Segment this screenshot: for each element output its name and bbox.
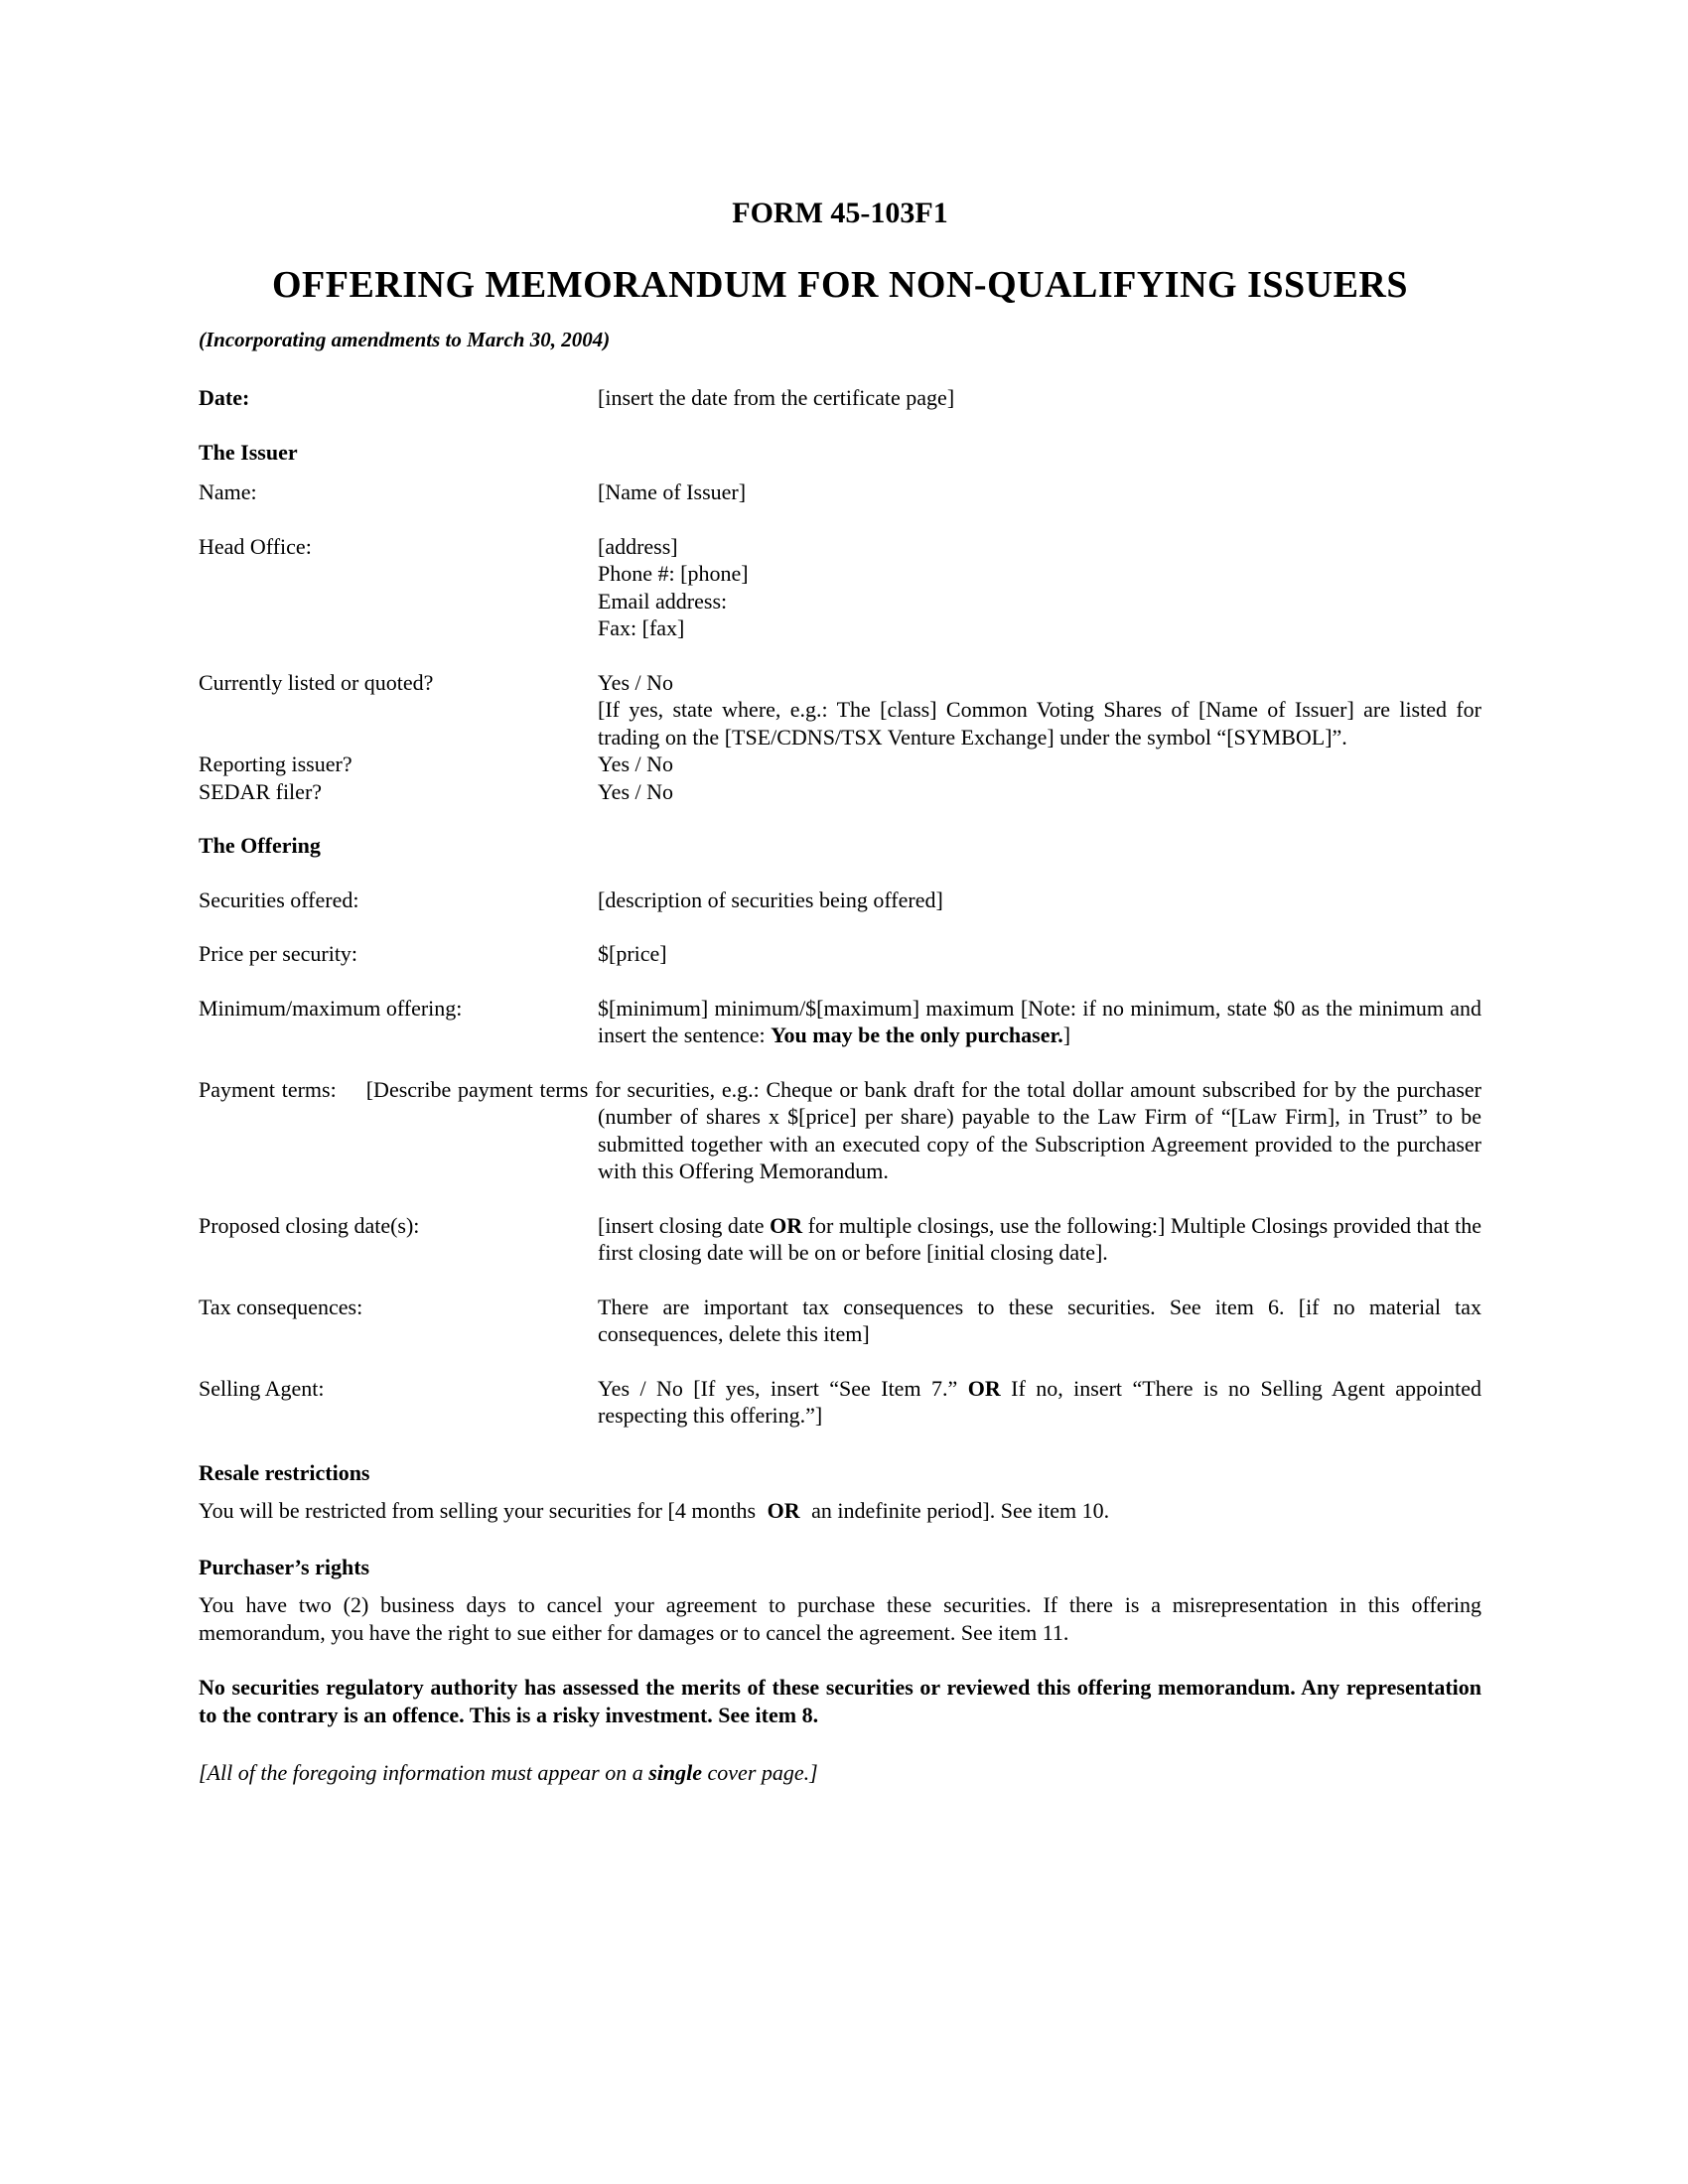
field-value-min-max-offering bbox=[598, 995, 1481, 1049]
footnote-cover-page bbox=[199, 1759, 1481, 1787]
field-value-name: [Name of Issuer] bbox=[598, 479, 747, 504]
page-title: OFFERING MEMORANDUM FOR NON-QUALIFYING ISSUERS bbox=[271, 264, 1409, 306]
paragraph-purchasers-rights: You have two (2) business days to cancel your agreement to purchase these securities. If there is a misrepresentation in this offering memorandum, you have the right to sue either for damages or to cancel the agreement. See item 11. bbox=[199, 1592, 1481, 1645]
head-office-email-line: Email address: bbox=[598, 588, 728, 614]
agent-text-start: Yes / No [If yes, insert “See Item 7.” bbox=[598, 1375, 968, 1401]
field-row-min-max-offering bbox=[199, 995, 1481, 1049]
field-row-listed bbox=[199, 669, 1481, 751]
amendments-note: (Incorporating amendments to March 30, 2004) bbox=[199, 328, 611, 351]
field-value-price-per-security: $[price] bbox=[598, 941, 667, 966]
listed-yes-no: Yes / No bbox=[598, 669, 674, 695]
paragraph-resale-restrictions bbox=[199, 1497, 1481, 1525]
field-row-name bbox=[199, 478, 1481, 506]
field-value-head-office bbox=[598, 533, 1481, 642]
field-label-head-office: Head Office: bbox=[199, 533, 312, 559]
emphasis-or: OR bbox=[767, 1498, 800, 1523]
field-row-sedar-filer bbox=[199, 778, 1481, 806]
emphasis-or: OR bbox=[770, 1212, 803, 1238]
listed-note: [If yes, state where, e.g.: The [class] Common Voting Shares of [Name of Issuer] are listed for trading on the [TSE/CDNS/TSX Venture Exchange] under the symbol “[SYMBOL]”. bbox=[598, 697, 1481, 750]
field-value-tax-consequences: There are important tax consequences to these securities. See item 6. [if no material tax consequences, delete this item] bbox=[598, 1294, 1481, 1346]
form-number: FORM 45-103F1 bbox=[732, 197, 948, 229]
field-value-proposed-closing bbox=[598, 1212, 1481, 1267]
field-label-listed: Currently listed or quoted? bbox=[199, 669, 434, 695]
field-row-selling-agent bbox=[199, 1375, 1481, 1430]
section-heading-resale-restrictions: Resale restrictions bbox=[199, 1459, 370, 1485]
field-label-proposed-closing: Proposed closing date(s): bbox=[199, 1212, 420, 1238]
field-label-date: Date: bbox=[199, 385, 250, 410]
closing-text-start: [insert closing date bbox=[598, 1212, 771, 1238]
field-row-head-office bbox=[199, 533, 1481, 642]
field-label-selling-agent: Selling Agent: bbox=[199, 1375, 325, 1401]
field-label-payment-terms: Payment terms: bbox=[199, 1076, 337, 1102]
field-value-reporting-issuer: Yes / No bbox=[598, 751, 674, 776]
field-label-price-per-security: Price per security: bbox=[199, 941, 358, 966]
paragraph-regulatory-warning: No securities regulatory authority has assessed the merits of these securities or reviewed this offering memorandum. Any representation to the contrary is an offence. This is a risky investment. See item 8. bbox=[199, 1675, 1481, 1727]
head-office-fax-line: Fax: [fax] bbox=[598, 615, 685, 640]
section-heading-purchasers-rights: Purchaser’s rights bbox=[199, 1554, 370, 1579]
footnote-text-end: cover page.] bbox=[702, 1760, 818, 1785]
head-office-address-line: [address] bbox=[598, 533, 678, 559]
field-label-sedar-filer: SEDAR filer? bbox=[199, 778, 323, 804]
section-heading-issuer: The Issuer bbox=[199, 439, 298, 465]
min-max-bold-sentence: You may be the only purchaser. bbox=[771, 1023, 1063, 1047]
document-content bbox=[199, 199, 1481, 1787]
field-value-sedar-filer: Yes / No bbox=[598, 778, 674, 804]
field-label-securities-offered: Securities offered: bbox=[199, 887, 359, 912]
agent-text-end: If no, insert “There is no Selling Agent appointed respecting this offering.”] bbox=[598, 1375, 1481, 1428]
field-row-price-per-security bbox=[199, 940, 1481, 968]
min-max-text: $[minimum] minimum/$[maximum] maximum [Note: if no minimum, state $0 as the minimum and insert the sentence: bbox=[598, 995, 1481, 1047]
field-label-tax-consequences: Tax consequences: bbox=[199, 1294, 363, 1319]
closing-text-end: for multiple closings, use the following:] Multiple Closings provided that the first closing date will be on or before [initial closing date]. bbox=[598, 1212, 1481, 1265]
field-row-securities-offered bbox=[199, 887, 1481, 914]
footnote-bold-word: single bbox=[648, 1760, 703, 1785]
field-value-listed bbox=[598, 669, 1481, 751]
min-max-closing-bracket: ] bbox=[1062, 1023, 1071, 1047]
field-label-min-max-offering: Minimum/maximum offering: bbox=[199, 995, 463, 1021]
field-row-reporting-issuer bbox=[199, 751, 1481, 778]
field-row-proposed-closing bbox=[199, 1212, 1481, 1267]
field-row-payment-terms bbox=[199, 1076, 1481, 1185]
field-value-payment-terms: [Describe payment terms for securities, e.g.: Cheque or bank draft for the total dollar amount subscribed for by the purchaser (number of shares x $[price] per share) payable to the Law Firm of “[Law Firm], in Trust” to be submitted together with an executed copy of the Subscription Agreement provided to the purchaser with this Offering Memorandum. bbox=[365, 1076, 1482, 1183]
head-office-phone-line: Phone #: [phone] bbox=[598, 561, 749, 586]
field-value-date: [insert the date from the certificate page] bbox=[598, 385, 955, 410]
field-value-securities-offered: [description of securities being offered] bbox=[598, 887, 943, 912]
field-row-date bbox=[199, 384, 1481, 412]
field-label-name: Name: bbox=[199, 479, 257, 504]
emphasis-or: OR bbox=[967, 1375, 1001, 1401]
field-label-reporting-issuer: Reporting issuer? bbox=[199, 751, 352, 776]
resale-text-end: an indefinite period]. See item 10. bbox=[805, 1498, 1110, 1523]
field-row-tax-consequences bbox=[199, 1294, 1481, 1348]
field-value-selling-agent bbox=[598, 1375, 1481, 1430]
section-heading-offering: The Offering bbox=[199, 833, 321, 858]
resale-text-start: You will be restricted from selling your securities for [4 months bbox=[199, 1498, 762, 1523]
footnote-text-start: [All of the foregoing information must appear on a bbox=[199, 1760, 649, 1785]
